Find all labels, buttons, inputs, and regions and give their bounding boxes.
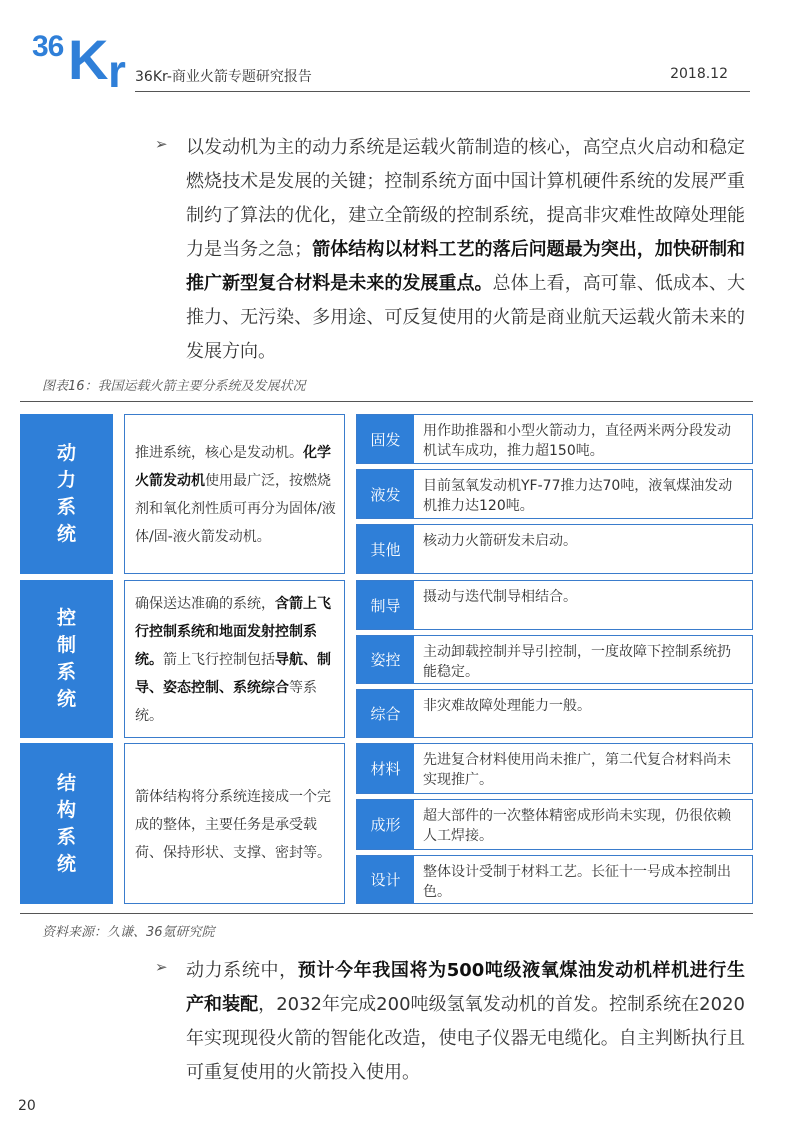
subsystem-label: 综合 xyxy=(357,690,414,737)
bullet-paragraph-2 xyxy=(155,954,745,1090)
page-number: 20 xyxy=(18,1098,36,1114)
report-title: 36Kr-商业火箭专题研究报告 xyxy=(135,69,312,85)
category-power-system xyxy=(20,414,113,574)
description-run: 箭上飞行控制包括 xyxy=(163,652,275,668)
description-text xyxy=(135,590,338,730)
figure-top-rule xyxy=(20,401,753,402)
subsystem-row xyxy=(356,469,753,519)
subsystem-row xyxy=(356,743,753,794)
subsystem-label: 成形 xyxy=(357,800,414,849)
paragraph-text xyxy=(186,954,745,1090)
subsystem-label: 制导 xyxy=(357,581,414,629)
description-bold-run: 导航、制导、姿态控制、系统综合 xyxy=(135,652,331,696)
subsystem-row xyxy=(356,580,753,630)
subsystem-row xyxy=(356,799,753,850)
subsystem-status: 整体设计受制于材料工艺。长征十一号成本控制出色。 xyxy=(423,864,731,900)
subsystem-status: 先进复合材料使用尚未推广，第二代复合材料尚未实现推广。 xyxy=(423,752,731,788)
category-structure-system xyxy=(20,743,113,904)
arrow-bullet-icon: ➢ xyxy=(155,958,168,976)
control-system-description xyxy=(124,580,345,738)
description-text: 箭体结构将分系统连接成一个完成的整体，主要任务是承受载荷、保持形状、支撑、密封等。 xyxy=(135,788,331,861)
paragraph-bold-run: 预计今年我国将为500吨级液氧煤油发动机样机进行生产和装配 xyxy=(186,960,745,1015)
paragraph-bold-run: 箭体结构以材料工艺的落后问题最为突出，加快研制和推广新型复合材料是未来的发展重点。 xyxy=(186,239,746,294)
paragraph-run: 动力系统中， xyxy=(186,960,298,981)
description-run: 使用最广泛，按燃烧剂和氧化剂性质可再分为固体/液体/固-液火箭发动机。 xyxy=(135,473,336,545)
description-run: 等系统。 xyxy=(135,680,317,724)
description-bold-run: 化学火箭发动机 xyxy=(135,445,331,489)
subsystem-row xyxy=(356,689,753,738)
subsystem-status: 摄动与迭代制导相结合。 xyxy=(423,589,577,605)
paragraph-run: 总体上看，高可靠、低成本、大推力、无污染、多用途、可反复使用的火箭是商业航天运载火箭未来的发展方向。 xyxy=(186,273,746,362)
logo-36: 36 xyxy=(32,30,64,63)
subsystem-label: 设计 xyxy=(357,856,414,903)
subsystem-status: 非灾难故障处理能力一般。 xyxy=(423,698,591,714)
description-bold-run: 含箭上飞行控制系统和地面发射控制系统。 xyxy=(135,596,331,668)
category-control-system xyxy=(20,580,113,738)
subsystem-row xyxy=(356,524,753,574)
paragraph-run: 以发动机为主的动力系统是运载火箭制造的核心，高空点火启动和稳定燃烧技术是发展的关键；控制系统方面中国计算机硬件系统的发展严重制约了算法的优化，建立全箭级的控制系统，提高非灾难性故障处理能力是当务之急； xyxy=(186,137,745,260)
subsystem-label: 液发 xyxy=(357,470,414,518)
subsystem-row xyxy=(356,855,753,904)
description-text xyxy=(135,439,338,551)
subsystem-status: 超大部件的一次整体精密成形尚未实现，仍很依赖人工焊接。 xyxy=(423,808,731,844)
paragraph-run: ，2032年完成200吨级氢氧发动机的首发。控制系统在2020年实现现役火箭的智能化改造，使电子仪器无电缆化。自主判断执行且可重复使用的火箭投入使用。 xyxy=(186,994,745,1083)
paragraph-text xyxy=(186,131,745,369)
structure-system-description xyxy=(124,743,345,904)
subsystem-row xyxy=(356,414,753,464)
figure-bottom-rule xyxy=(20,913,753,914)
figure-caption: 图表16：我国运载火箭主要分系统及发展状况 xyxy=(42,379,306,394)
subsystem-label: 材料 xyxy=(357,744,414,793)
report-date: 2018.12 xyxy=(670,66,728,82)
category-label: 结构系统 xyxy=(56,771,76,875)
subsystem-status: 用作助推器和小型火箭动力，直径两米两分段发动机试车成功，推力超150吨。 xyxy=(423,423,731,459)
subsystem-label: 姿控 xyxy=(357,636,414,683)
category-label: 控制系统 xyxy=(56,607,76,710)
subsystem-label: 其他 xyxy=(357,525,414,573)
power-system-description xyxy=(124,414,345,574)
description-run: 确保送达准确的系统， xyxy=(135,596,275,612)
category-label: 动力系统 xyxy=(56,442,76,545)
bullet-paragraph-1 xyxy=(155,131,745,369)
description-run: 推进系统，核心是发动机。 xyxy=(135,445,303,461)
36kr-logo xyxy=(32,28,142,97)
subsystem-status: 目前氢氧发动机YF-77推力达70吨，液氧煤油发动机推力达120吨。 xyxy=(423,478,733,514)
subsystem-status: 主动卸载控制并导引控制，一度故障下控制系统扔能稳定。 xyxy=(423,644,731,680)
subsystem-row xyxy=(356,635,753,684)
subsystem-label: 固发 xyxy=(357,415,414,463)
header-divider xyxy=(135,91,750,92)
logo-r: r xyxy=(108,45,126,97)
subsystem-status: 核动力火箭研发未启动。 xyxy=(423,533,577,549)
figure-source: 资料来源：久谦、36氪研究院 xyxy=(42,925,215,940)
logo-k: K xyxy=(68,28,109,91)
arrow-bullet-icon: ➢ xyxy=(155,135,168,153)
